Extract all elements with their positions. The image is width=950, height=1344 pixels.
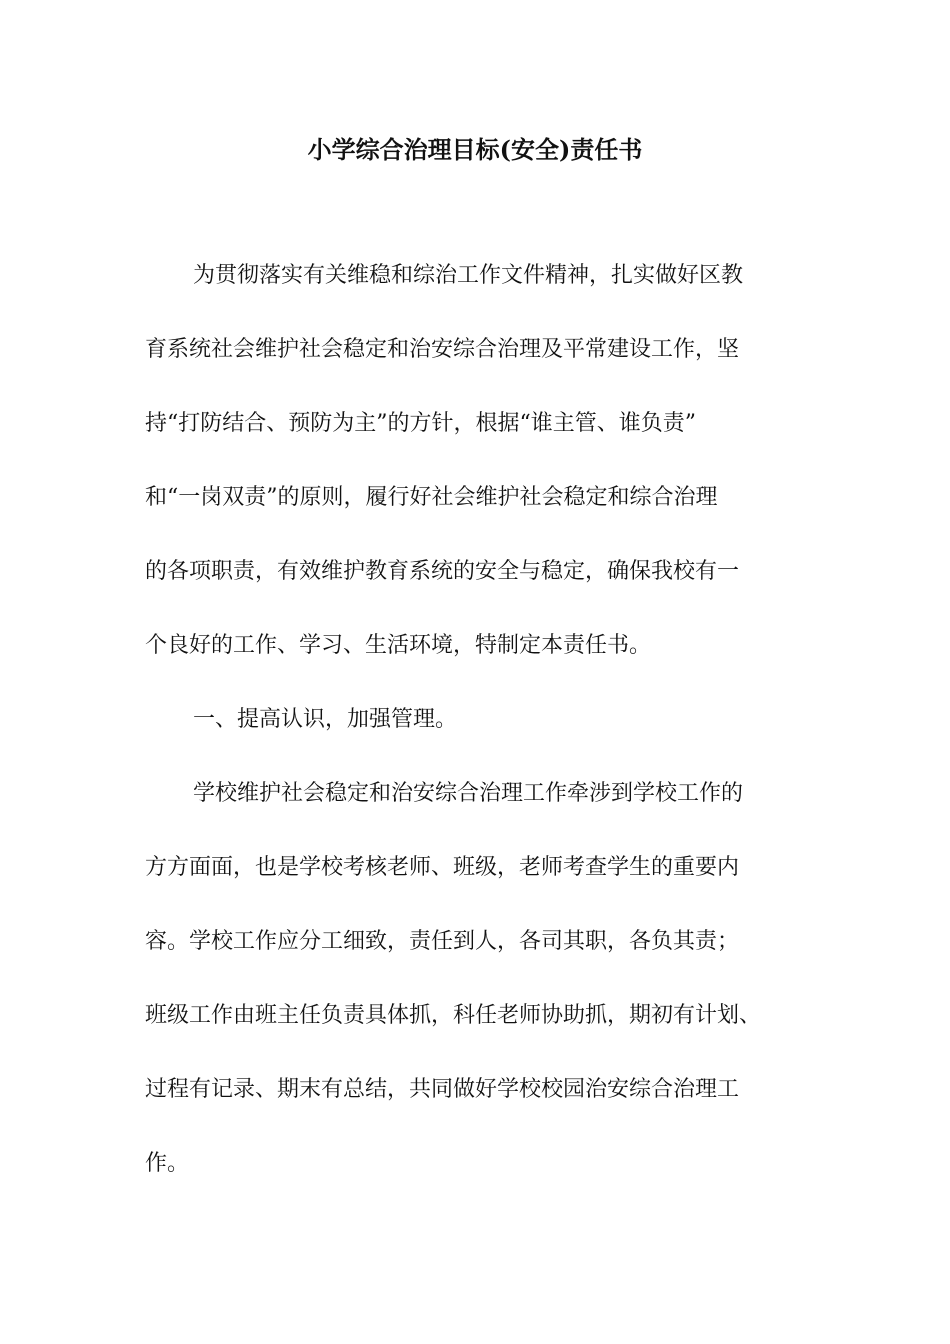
paragraph-line: 个良好的工作、学习、生活环境，特制定本责任书。 (145, 633, 652, 658)
section-heading: 一、提高认识，加强管理。 (193, 707, 458, 732)
paragraph-line: 学校维护社会稳定和治安综合治理工作牵涉到学校工作的 (193, 781, 744, 806)
paragraph-line: 班级工作由班主任负责具体抓，科任老师协助抓，期初有计划、 (145, 1003, 762, 1028)
document-title: 小学综合治理目标(安全)责任书 (307, 135, 643, 164)
paragraph-line: 过程有记录、期末有总结，共同做好学校校园治安综合治理工 (145, 1077, 740, 1102)
paragraph-line: 持“打防结合、预防为主”的方针，根据“谁主管、谁负责” (145, 411, 696, 436)
paragraph-line: 作。 (145, 1151, 190, 1176)
paragraph-line: 容。学校工作应分工细致，责任到人，各司其职，各负其责； (145, 929, 740, 954)
paragraph-line: 为贯彻落实有关维稳和综治工作文件精神，扎实做好区教 (193, 263, 744, 288)
paragraph-line: 育系统社会维护社会稳定和治安综合治理及平常建设工作，坚 (145, 337, 740, 362)
paragraph-line: 方方面面，也是学校考核老师、班级，老师考查学生的重要内 (145, 855, 740, 880)
paragraph-line: 和“一岗双责”的原则，履行好社会维护社会稳定和综合治理 (145, 485, 718, 510)
paragraph-line: 的各项职责，有效维护教育系统的安全与稳定，确保我校有一 (145, 559, 740, 584)
